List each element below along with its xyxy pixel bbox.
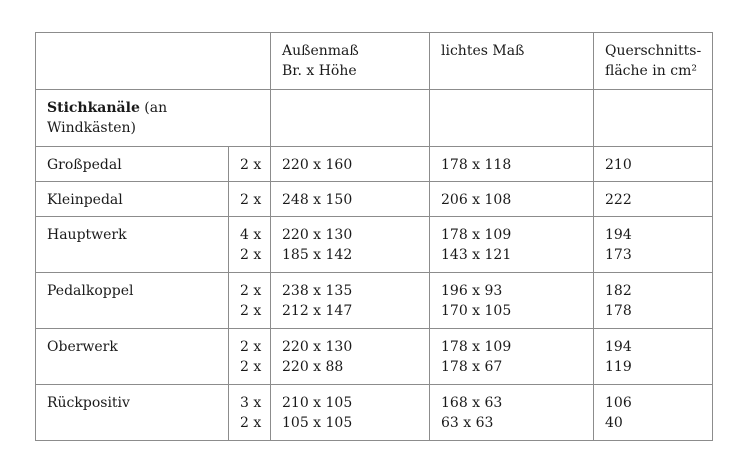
row-outer: 248 x 150 <box>271 182 430 217</box>
row-outer: 210 x 105 105 x 105 <box>271 385 430 441</box>
header-inner-dimension: lichtes Maß <box>430 33 594 90</box>
header-empty-cell <box>36 33 271 90</box>
row-count: 2 x 2 x <box>229 273 271 329</box>
row-area: 222 <box>594 182 713 217</box>
row-area: 210 <box>594 147 713 182</box>
duct-dimensions-table <box>35 32 713 441</box>
row-outer: 220 x 130 220 x 88 <box>271 329 430 385</box>
row-name: Oberwerk <box>36 329 229 385</box>
table-row <box>36 182 713 217</box>
row-count: 4 x 2 x <box>229 217 271 273</box>
table-row <box>36 147 713 182</box>
row-area: 194 173 <box>594 217 713 273</box>
row-inner: 178 x 118 <box>430 147 594 182</box>
section-title <box>36 90 271 147</box>
row-area: 182 178 <box>594 273 713 329</box>
row-inner: 196 x 93 170 x 105 <box>430 273 594 329</box>
row-inner: 178 x 109 178 x 67 <box>430 329 594 385</box>
header-outer-dimension: Außenmaß Br. x Höhe <box>271 33 430 90</box>
section-title-rest: (an Windkästen) <box>47 100 168 136</box>
row-name: Pedalkoppel <box>36 273 229 329</box>
section-empty-cell <box>430 90 594 147</box>
row-area: 106 40 <box>594 385 713 441</box>
row-outer: 238 x 135 212 x 147 <box>271 273 430 329</box>
row-count: 2 x <box>229 182 271 217</box>
header-cross-section-area: Querschnitts- fläche in cm² <box>594 33 713 90</box>
row-outer: 220 x 130 185 x 142 <box>271 217 430 273</box>
section-title-bold: Stichkanäle <box>47 100 140 116</box>
row-inner: 168 x 63 63 x 63 <box>430 385 594 441</box>
table-row <box>36 385 713 441</box>
table-row <box>36 273 713 329</box>
row-outer: 220 x 160 <box>271 147 430 182</box>
row-inner: 206 x 108 <box>430 182 594 217</box>
section-row <box>36 90 713 147</box>
row-count: 3 x 2 x <box>229 385 271 441</box>
row-inner: 178 x 109 143 x 121 <box>430 217 594 273</box>
header-row <box>36 33 713 90</box>
row-name: Kleinpedal <box>36 182 229 217</box>
row-name: Großpedal <box>36 147 229 182</box>
row-count: 2 x <box>229 147 271 182</box>
row-count: 2 x 2 x <box>229 329 271 385</box>
table-row <box>36 329 713 385</box>
section-empty-cell <box>271 90 430 147</box>
row-name: Hauptwerk <box>36 217 229 273</box>
section-empty-cell <box>594 90 713 147</box>
table-row <box>36 217 713 273</box>
row-area: 194 119 <box>594 329 713 385</box>
row-name: Rückpositiv <box>36 385 229 441</box>
